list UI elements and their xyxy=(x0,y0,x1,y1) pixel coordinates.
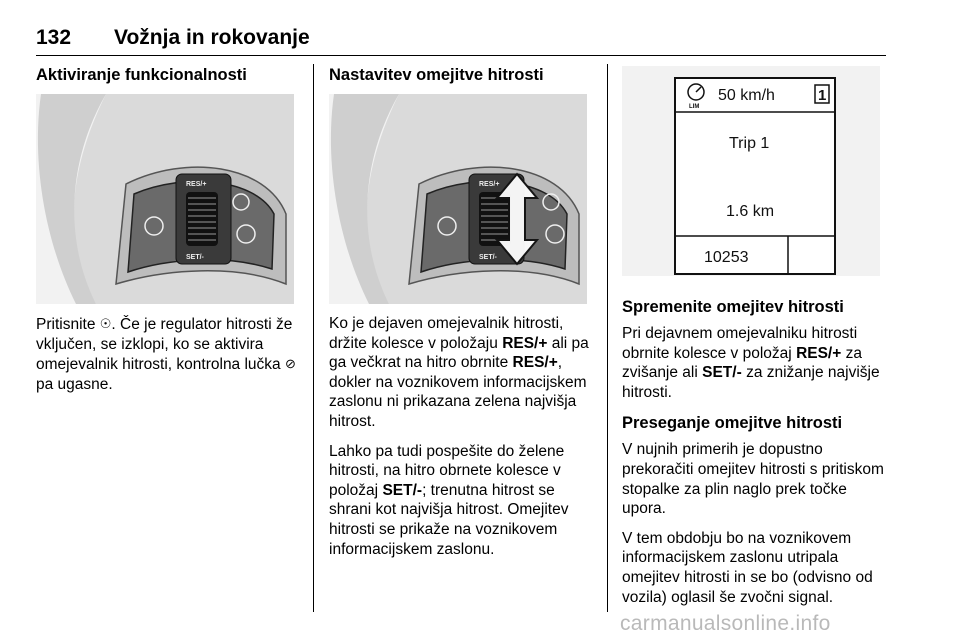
res-label: RES/+ xyxy=(186,181,207,188)
column-divider xyxy=(607,64,608,612)
page-header xyxy=(36,26,886,56)
paragraph: Pri dejavnem omejevalniku hitrosti obrnite kolesce v položaj RES/+ za zvišanje ali SET/- za znižanje najvišje hitrosti. xyxy=(622,325,880,401)
display-gear: 1 xyxy=(818,87,827,104)
column-1 xyxy=(36,64,298,404)
display-svg xyxy=(622,66,880,276)
driver-info-display xyxy=(622,66,880,276)
display-speed: 50 km/h xyxy=(718,87,775,104)
set-label: SET/- xyxy=(479,254,497,261)
steering-wheel-illustration xyxy=(36,94,294,304)
display-trip-label: Trip 1 xyxy=(729,135,770,152)
page-number: 132 xyxy=(36,26,72,49)
limiter-off-icon: ⊘ xyxy=(284,356,296,372)
display-odometer: 10253 xyxy=(704,249,749,266)
paragraph: Lahko pa tudi pospešite do želene hitrosti, na hitro obrnete kolesce v položaj SET/-; trenutna hitrost se shrani kot najvišja hitrost. Omejitev hitrosti se prikaže na voznikovem informacijskem zaslonu. xyxy=(329,442,569,558)
lim-label: LIM xyxy=(689,104,700,110)
watermark: carmanualsonline.info xyxy=(620,612,831,635)
speed-limiter-icon: ☉ xyxy=(99,316,112,331)
paragraph: Pritisnite ☉. Če je regulator hitrosti že vključen, se izklopi, ko se aktivira omejevalnik hitrosti, kontrolna lučka ⊘ pa ugasne. xyxy=(36,316,296,393)
paragraph: V nujnih primerih je dopustno prekoračiti omejitev hitrosti s pritiskom stopalke za plin naglo prek točke upora. xyxy=(622,441,884,518)
section-heading: Nastavitev omejitve hitrosti xyxy=(329,66,544,84)
steering-wheel-svg xyxy=(36,94,294,304)
section-heading: Aktiviranje funkcionalnosti xyxy=(36,66,247,84)
set-label: SET/- xyxy=(186,254,204,261)
res-label: RES/+ xyxy=(479,181,500,188)
section-heading: Spremenite omejitev hitrosti xyxy=(622,298,844,316)
column-2 xyxy=(329,64,597,569)
section-heading: Preseganje omejitve hitrosti xyxy=(622,414,843,433)
header-rule xyxy=(36,55,886,56)
display-trip-value: 1.6 km xyxy=(726,203,775,220)
page-title: Vožnja in rokovanje xyxy=(114,26,310,49)
paragraph: Ko je dejaven omejevalnik hitrosti, držite kolesce v položaju RES/+ ali pa ga večkrat na hitro obrnite RES/+, dokler na voznikovem informacijskem zaslonu ni prikazana zelena najvišja hitrost. xyxy=(329,315,589,430)
column-3 xyxy=(622,64,890,617)
paragraph: V tem obdobju bo na voznikovem informacijskem zaslonu utripala omejitev hitrosti in se bo (odvisno od vozila) oglasil še zvočni signal. xyxy=(622,529,873,606)
steering-wheel-illustration xyxy=(329,94,587,304)
steering-wheel-svg xyxy=(329,94,587,304)
column-divider xyxy=(313,64,314,612)
